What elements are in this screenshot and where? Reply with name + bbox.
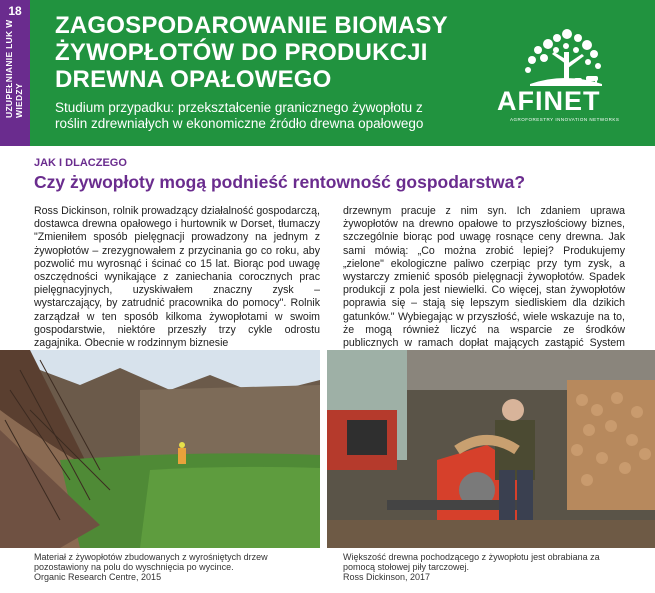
side-tab [0, 0, 30, 146]
logo-wordmark: AFINET [497, 86, 601, 116]
section-kicker: JAK I DLACZEGO [34, 157, 127, 169]
photo-caption-right [343, 552, 623, 583]
photo-wood-sawing [327, 350, 655, 548]
caption-credit: Organic Research Centre, 2015 [34, 572, 162, 583]
page-number: 18 [8, 4, 22, 18]
article-column-right: drzewnym pracuje z nim syn. Ich zdaniem uprawa żywopłotów na drewno opałowe to przyszłościowy biznes, szczególnie biorąc pod uwagę rosnące ceny drewna. Jak sami mówią: „Co można zrobić lepiej? Produkujemy „zielone" ekologiczne paliwo czerpiąc przy tym zysk, a wystarczy zmienić sposób pielęgnacji żywopłotów. Spadek produkcji z pola jest niewielki. Co więcej, stan żywopłotów poprawia się – stają się lepszym siedliskiem dla dzikich gatunków." Wybiegając w przyszłość, wiele wskazuje na to, że mogą również liczyć na wsparcie ze środków publicznych w ramach dopłat mających zastąpić System [343, 205, 625, 350]
article-heading: Czy żywopłoty mogą podnieść rentowność gospodarstwa? [34, 172, 526, 192]
caption-text: Materiał z żywopłotów zbudowanych z wyrośniętych drzew pozostawiony na polu do wyschnięcia po wycince. [34, 552, 268, 573]
article-column-left: Ross Dickinson, rolnik prowadzący działalność gospodarczą, dostawca drewna opałowego i hurtownik w Dorset, tłumaczy "Zmieniłem sposób pielęgnacji prowadzony na jednym z żywopłotów – zrezygnowałem z przycinania go co roku, aby pozwolić mu wyrosnąć i ścinać co 15 lat. Biorąc pod uwagę oszczędności wynikające z zaniechania corocznych prac pielęgnacyjnych, uzyskiwałem znaczny zysk – wystarczający, by zatrudnić pracownika do pomocy". Rolnik zarządzał w ten sposób kilkoma żywopłotami w swoim gospodarstwie, niektóre przeszły trzy cykle odrostu zagajnika. Obecnie w rodzinnym biznesie [34, 205, 320, 350]
photo-caption-left [34, 552, 314, 583]
logo-tagline: AGROFORESTRY INNOVATION NETWORKS [510, 117, 620, 122]
page-title: ZAGOSPODAROWANIE BIOMASY ŻYWOPŁOTÓW DO PRODUKCJI DREWNA OPAŁOWEGO [55, 12, 448, 93]
side-section-label: UZUPEŁNIANIE LUK W WIEDZY [4, 19, 24, 118]
page-subtitle: Studium przypadku: przekształcenie granicznego żywopłotu z roślin zdrewniałych w ekonomiczne źródło drewna opałowego [55, 100, 424, 131]
caption-credit: Ross Dickinson, 2017 [343, 572, 431, 583]
caption-text: Większość drewna pochodzącego z żywopłotu jest obrabiana za pomocą stołowej piły tarczowej. [343, 552, 600, 573]
photo-hedge-field [0, 350, 320, 548]
